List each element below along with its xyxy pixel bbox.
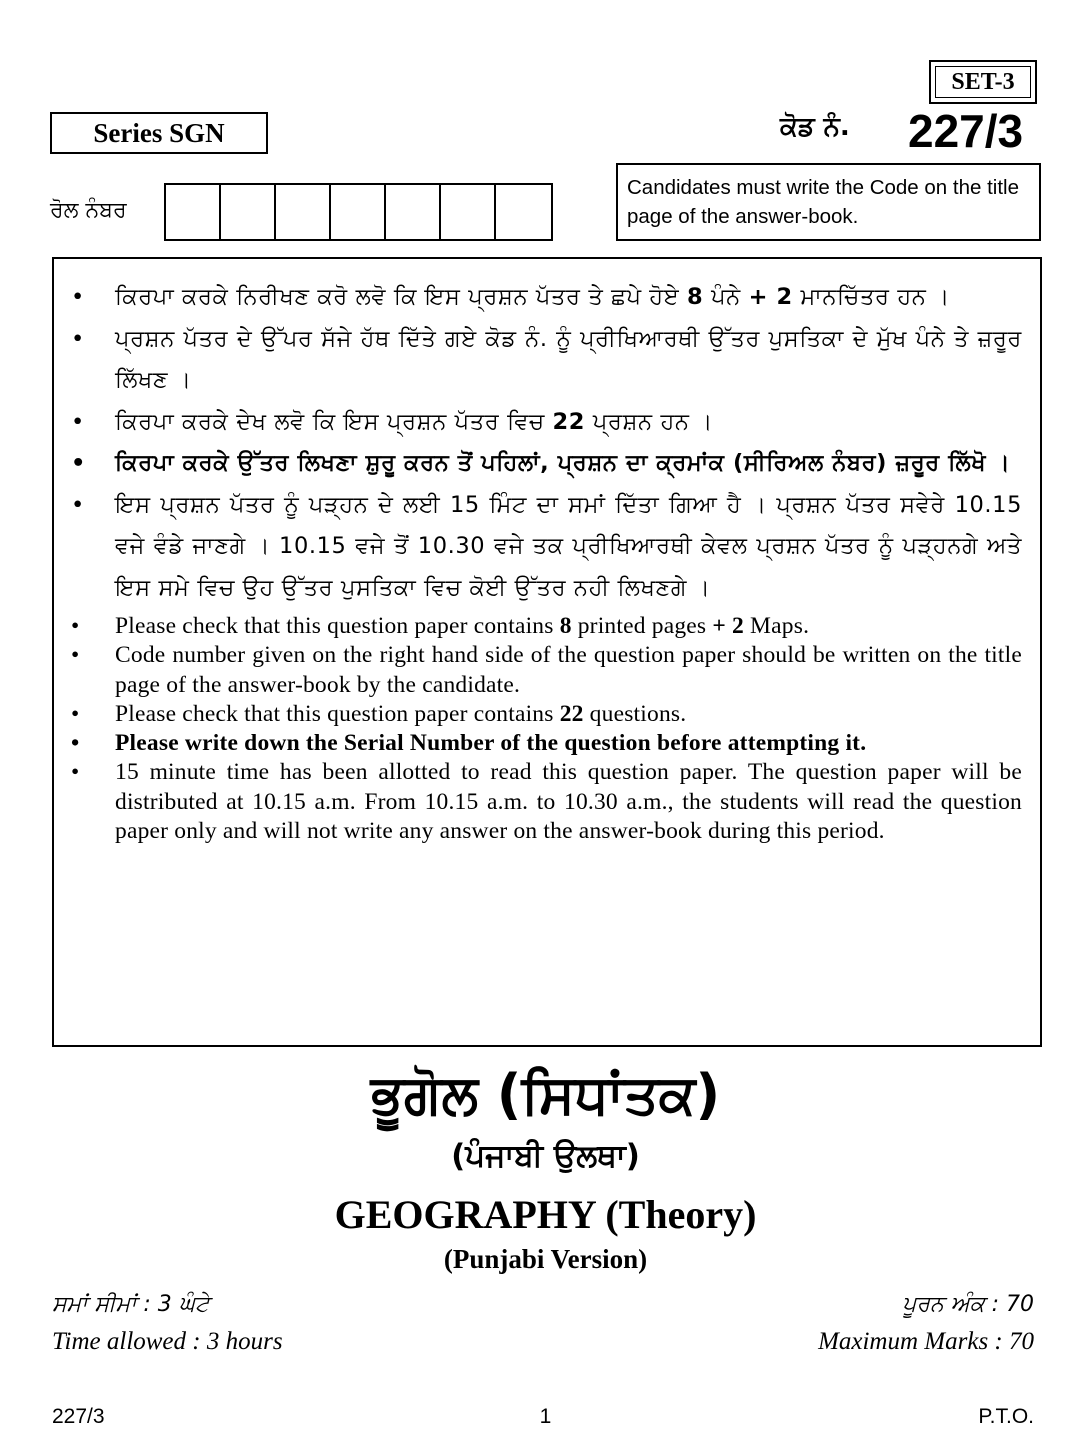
- max-marks-english: Maximum Marks : 70: [818, 1328, 1034, 1355]
- set-label: SET-3: [935, 66, 1031, 98]
- roll-number-label: ਰੋਲ ਨੰਬਰ: [50, 198, 127, 223]
- footer-code: 227/3: [52, 1405, 105, 1428]
- instructions-list: [54, 259, 1040, 846]
- time-allowed-punjabi: ਸਮਾਂ ਸੀਮਾਂ : 3 ਘੰਟੇ: [52, 1292, 210, 1317]
- bullet: •: [71, 700, 80, 727]
- instruction-en-3: • Please check that this question paper contains 22 questions.: [54, 700, 1040, 729]
- instruction-pa-1: • ਕਿਰਪਾ ਕਰਕੇ ਨਿਰੀਖਣ ਕਰੋ ਲਵੋ ਕਿ ਇਸ ਪ੍ਰਸ਼ਨ ਪੱਤਰ ਤੇ ਛਪੇ ਹੋਏ 8 ਪੰਨੇ + 2 ਮਾਨਚਿੱਤਰ ਹਨ ।: [54, 277, 1040, 319]
- instruction-pa-4: • ਕਿਰਪਾ ਕਰਕੇ ਉੱਤਰ ਲਿਖਣਾ ਸ਼ੁਰੂ ਕਰਨ ਤੋਂ ਪਹਿਲਾਂ, ਪ੍ਰਸ਼ਨ ਦਾ ਕ੍ਰਮਾਂਕ (ਸੀਰਿਅਲ ਨੰਬਰ) ਜ਼ਰੂਰ ਲਿੱਖੋ ।: [54, 443, 1040, 485]
- candidate-code-note: Candidates must write the Code on the title page of the answer-book.: [616, 163, 1041, 241]
- instruction-en-2: • Code number given on the right hand side of the question paper should be written on the title page of the answer-book by the candidate.: [71, 642, 1022, 698]
- roll-number-cell[interactable]: [276, 185, 331, 239]
- time-allowed-english: Time allowed : 3 hours: [52, 1328, 283, 1355]
- set-label-box: [929, 60, 1037, 104]
- bullet: •: [71, 759, 80, 786]
- bullet: •: [71, 408, 85, 435]
- max-marks-punjabi: ਪੂਰਨ ਅੰਕ : 70: [902, 1292, 1034, 1317]
- instruction-pa-2: • ਪ੍ਰਸ਼ਨ ਪੱਤਰ ਦੇ ਉੱਪਰ ਸੱਜੇ ਹੱਥ ਦਿੱਤੇ ਗਏ ਕੋਡ ਨੰ. ਨੂੰ ਪ੍ਰੀਖਿਆਰਥੀ ਉੱਤਰ ਪੁਸਤਿਕਾ ਦੇ ਮੁੱਖ ਪੰਨੇ ਤੇ ਜ਼ਰੂਰ ਲਿੱਖਣ ।: [54, 319, 1040, 402]
- bullet: •: [71, 284, 85, 310]
- title-english: GEOGRAPHY (Theory): [334, 1192, 757, 1237]
- series-label: Series SGN: [50, 112, 268, 154]
- instruction-en-4: • Please write down the Serial Number of the question before attempting it.: [54, 729, 1040, 758]
- roll-number-cell[interactable]: [166, 185, 221, 239]
- roll-number-cell[interactable]: [441, 185, 496, 239]
- code-number: 227/3: [908, 105, 1024, 157]
- bullet: •: [71, 613, 80, 639]
- bullet: •: [71, 642, 80, 669]
- roll-number-boxes: [164, 183, 553, 241]
- instruction-en-5: • 15 minute time has been allotted to read this question paper. The question paper will be distributed at 10.15 a.m. From 10.15 a.m. to 10.30 a.m., the students will read the question paper only and will not write any answer on the answer-book during this period.: [71, 759, 1022, 845]
- instructions-box: [52, 257, 1042, 1047]
- instruction-en-1: • Please check that this question paper contains 8 printed pages + 2 Maps.: [54, 612, 1040, 641]
- pto-label: P.T.O.: [978, 1405, 1034, 1428]
- roll-number-cell[interactable]: [386, 185, 441, 239]
- roll-number-cell[interactable]: [496, 185, 551, 239]
- code-label: ਕੋਡ ਨੰ.: [780, 112, 850, 142]
- bullet: •: [71, 491, 85, 518]
- bullet: •: [71, 730, 80, 757]
- roll-number-cell[interactable]: [331, 185, 386, 239]
- bullet: •: [71, 450, 86, 476]
- instruction-pa-5: • ਇਸ ਪ੍ਰਸ਼ਨ ਪੱਤਰ ਨੂੰ ਪੜ੍ਹਨ ਦੇ ਲਈ 15 ਮਿੰਟ ਦਾ ਸਮਾਂ ਦਿੱਤਾ ਗਿਆ ਹੈ । ਪ੍ਰਸ਼ਨ ਪੱਤਰ ਸਵੇਰੇ 10.15 ਵਜੇ ਵੰਡੇ ਜਾਣਗੇ । 10.15 ਵਜੇ ਤੋਂ 10.30 ਵਜੇ ਤਕ ਪ੍ਰੀਖਿਆਰਥੀ ਕੇਵਲ ਪ੍ਰਸ਼ਨ ਪੱਤਰ ਨੂੰ ਪੜ੍ਹਨਗੇ ਅਤੇ ਇਸ ਸਮੇ ਵਿਚ ਉਹ ਉੱਤਰ ਪੁਸਤਿਕਾ ਵਿਚ ਕੋਈ ਉੱਤਰ ਨਹੀ ਲਿਖਣਗੇ ।: [54, 485, 1040, 610]
- bullet: •: [71, 325, 85, 352]
- instruction-pa-3: • ਕਿਰਪਾ ਕਰਕੇ ਦੇਖ ਲਵੋ ਕਿ ਇਸ ਪ੍ਰਸ਼ਨ ਪੱਤਰ ਵਿਚ 22 ਪ੍ਰਸ਼ਨ ਹਨ ।: [54, 402, 1040, 444]
- title-punjabi: ਭੂਗੋਲ (ਸਿਧਾਂਤਕ): [370, 1063, 721, 1126]
- subtitle-punjabi: (ਪੰਜਾਬੀ ਉਲਥਾ): [451, 1138, 640, 1174]
- roll-number-cell[interactable]: [221, 185, 276, 239]
- page-number: 1: [539, 1405, 552, 1428]
- subtitle-english: (Punjabi Version): [443, 1244, 648, 1274]
